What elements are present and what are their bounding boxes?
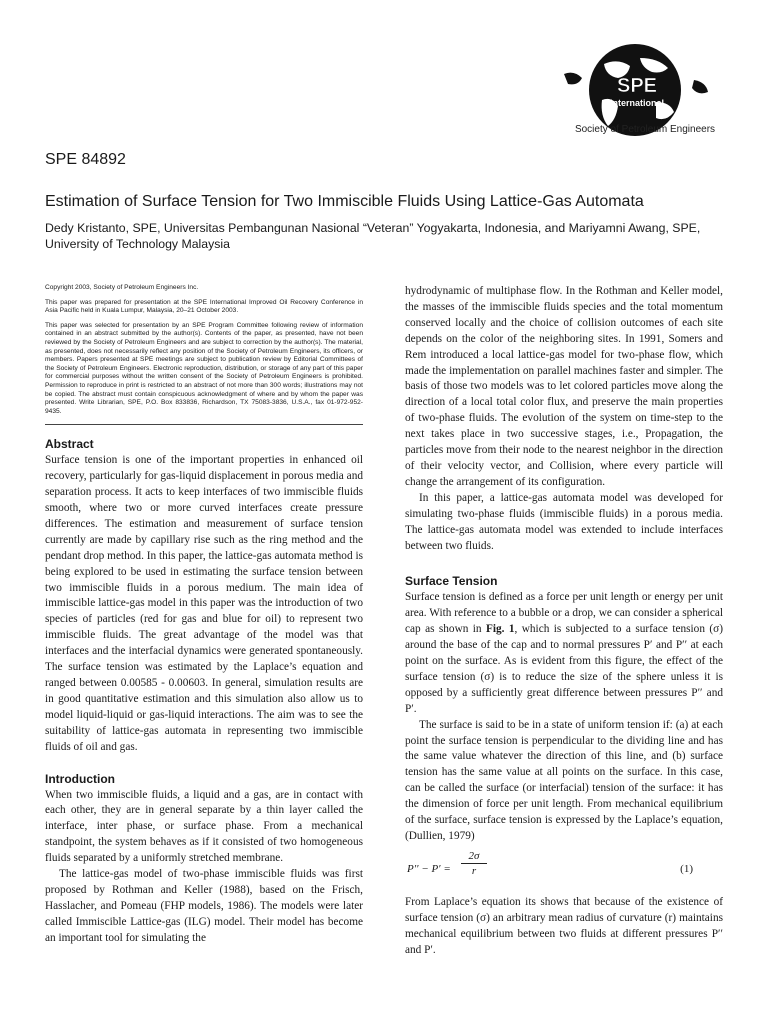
laplace-equation (405, 845, 723, 895)
surface-tension-p1-b: , which is subjected to a surface tension (σ) around the base of the cap and to normal pressures P′ and P′′ at each point on the surface. As is evident from this figure, the effect of the surface tension (σ) is to reduce the size of the sphere unless it is opposed by a sufficiently great difference between pressures P′′ and P′. (405, 623, 723, 715)
abstract-text: Surface tension is one of the important properties in enhanced oil recovery, particularly for gas-liquid displacement in porous media and separation process. It acts to keep interfaces of two immiscible fluids smooth, where two or more curved interfaces create pressure differences. The estimation and measurement of surface tension currently are made by capillary rise such as the ring method and the pendant drop method. In this paper, the lattice-gas automata method is being explored to be used in estimating the surface tension between two immiscible fluids in a porous medium. The main idea of immiscible lattice-gas model in this paper was the introduction of two species of particles (red for gas and blue for oil) to represent two immiscible fluids. The great advantage of the model was that interfaces and the interfacial dynamics were generated spontaneously. The surface tension was estimated by the Laplace’s equation and ranged between 0.00585 - 0.00603. In general, simulation results are in good quantitative estimation and this simulation also allow us to model liquid-liquid or gas-liquid interactions. The aim was to see the suitability of lattice-gas automata in representing two immiscible fluids of oil and gas. (45, 454, 363, 753)
surface-tension-p1-a: Surface tension is defined as a force per unit length or energy per unit area. With reference to a bubble or a drop, we can consider a spherical cap as shown in (405, 591, 723, 636)
abstract-heading: Abstract (45, 437, 94, 452)
logo-sub-text: International (609, 98, 665, 108)
right-column (405, 284, 723, 959)
introduction-paragraph-2-continued: hydrodynamic of multiphase flow. In the Rothman and Keller model, the masses of the immiscible fluids species and the total momentum conserved locally and the choice of collision outcomes of each site depends on the color of the neighboring sites. In 1991, Somers and Rem introduced a local lattice-gas model for two-phase flow, which made the implementation on parallel machines faster and simpler. The basis of those two models was to let colored particles move along the direction of a local total color flux, and preserve the main properties of two-phase fluids. The evolution of the system on time-step to the next takes place in two successive stages, i.e., Propagation, the particles move from their node to the nearest neighbor in the direction of their velocity vector, and Collision, where every particle will change the arrangement of its configuration. (405, 285, 723, 488)
logo-caption: Society of Petroleum Engineers (574, 124, 716, 135)
logo-brand-text: SPE (616, 75, 658, 97)
equation-lhs: P′′ − P′ = (407, 862, 451, 875)
introduction-paragraph-3: In this paper, a lattice-gas automata model was developed for simulating two-phase fluids (immiscible fluids) in a porous media. The lattice-gas automata model was extended to include interfaces between two fluids. (405, 491, 723, 552)
surface-tension-paragraph-3: From Laplace’s equation its shows that because of the existence of surface tension (σ) an arbitrary mean radius of curvature (r) maintains mechanical equilibrium between two fluids at different pressures P′′ and P′. (405, 895, 723, 956)
front-matter-divider (45, 424, 363, 425)
introduction-heading: Introduction (45, 771, 115, 786)
equation-numerator: 2σ (461, 849, 487, 864)
surface-tension-heading: Surface Tension (405, 574, 498, 589)
equation-fraction (461, 849, 487, 878)
introduction-paragraph-1: When two immiscible fluids, a liquid and a gas, are in contact with each other, they are in general separate by a thin layer called the interface, inter phase, or surface phase. From a mechanical standpoint, the system behaves as if it consisted of two homogeneous fluids separated by a uniformly stretched membrane. (45, 788, 363, 865)
figure-reference: Fig. 1 (485, 623, 515, 636)
paper-number: SPE 84892 (45, 151, 126, 168)
selection-notice: This paper was selected for presentation by an SPE Program Committee following review of information contained in an abstract submitted by the author(s). Contents of the paper, as presented, have not been reviewed by the Society of Petroleum Engineers and are subject to correction by the author(s). The material, as presented, does not necessarily reflect any position of the Society of Petroleum Engineers, its officers, or members. Papers presented at SPE meetings are subject to publication review by Editorial Committees of the Society of Petroleum Engineers. Electronic reproduction, distribution, or storage of any part of this paper for commercial purposes without the written consent of the Society of Petroleum Engineers is prohibited. Permission to reproduce in print is restricted to an abstract of not more than 300 words; illustrations may not be copied. The abstract must contain conspicuous acknowledgment of where and by whom the paper was presented. Write Librarian, SPE, P.O. Box 833836, Richardson, TX 75083-3836, U.S.A., fax 01-972-952-9435. (45, 321, 363, 415)
surface-tension-paragraph-2: The surface is said to be in a state of uniform tension if: (a) at each point the surface tension is perpendicular to the dividing line and has the same value whatever the direction of this line, and (b) surface tension has the same value at all points on the surface. In this case, can be called the surface (or interfacial) tension of the surface: it has the dimension of force per unit length. From mechanical equilibrium of the surface, surface tension is expressed by the Laplace’s equation, (Dullien, 1979) (405, 718, 723, 842)
introduction-paragraph-2: The lattice-gas model of two-phase immiscible fluids was first proposed by Rothman and Keller (1988), based on the Frisch, Hasslacher, and Pomeau (FHP models, 1986). The models were later called Immiscible Lattice-gas (ILG) model. Their model has become an important tool for simulating the (45, 868, 363, 944)
paper-authors: Dedy Kristanto, SPE, Universitas Pembangunan Nasional “Veteran” Yogyakarta, Indonesia, and Mariyamni Awang, SPE, University of Technology Malaysia (45, 221, 701, 251)
paper-title: Estimation of Surface Tension for Two Immiscible Fluids Using Lattice-Gas Automata (45, 193, 644, 210)
left-column (45, 284, 363, 947)
conference-notice: This paper was prepared for presentation at the SPE International Improved Oil Recovery Conference in Asia Pacific held in Kuala Lumpur, Malaysia, 20–21 October 2003. (45, 298, 363, 315)
copyright-notice: Copyright 2003, Society of Petroleum Engineers Inc. (45, 284, 199, 291)
equation-denominator: r (471, 864, 477, 877)
equation-number: (1) (680, 862, 693, 875)
surface-tension-paragraph-1 (405, 590, 723, 717)
